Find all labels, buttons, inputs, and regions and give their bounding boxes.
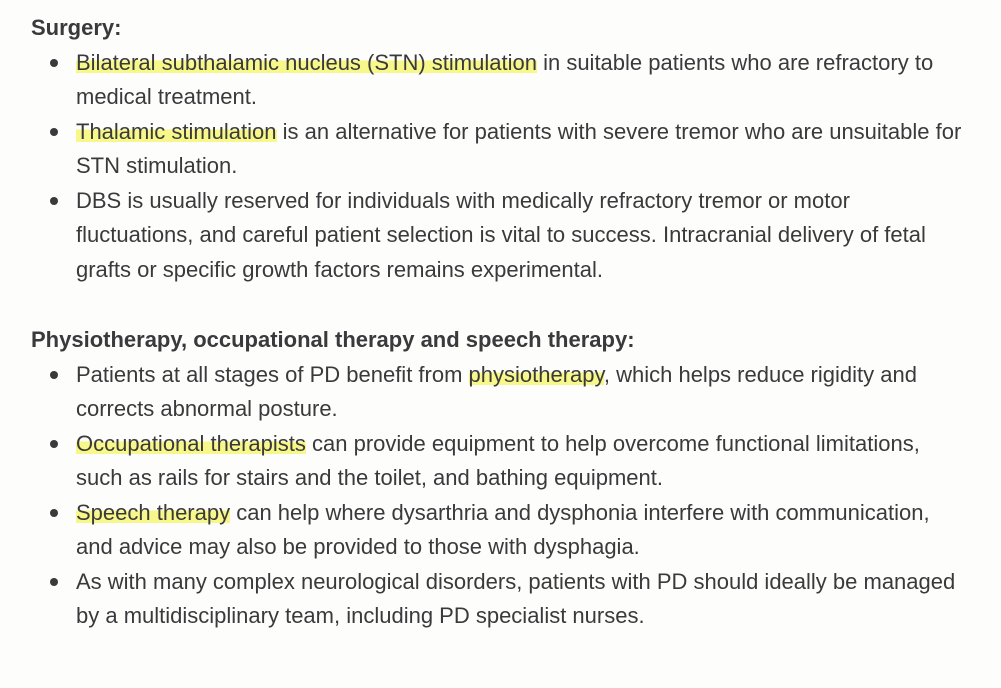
item-text: can help where dysarthria and dysphonia interfere with communication, and advice may also be provided to those with dysphagia.: [76, 499, 930, 559]
highlighted-text: Bilateral subthalamic nucleus (STN) stimulation: [76, 49, 537, 75]
bullet-list: [31, 46, 971, 288]
list-item: [31, 358, 971, 427]
item-text: As with many complex neurological disorders, patients with PD should ideally be managed by a multidisciplinary team, including PD specialist nurses.: [76, 568, 956, 628]
item-text: DBS is usually reserved for individuals with medically refractory tremor or motor fluctuations, and careful patient selection is vital to success. Intracranial delivery of fetal grafts or specific growth factors remains experimental.: [76, 187, 926, 282]
bullet-icon: [50, 578, 58, 586]
list-item: [31, 46, 971, 115]
section-therapy: [31, 323, 971, 634]
item-text-prefix: Patients at all stages of PD benefit from: [76, 361, 469, 387]
bullet-icon: [50, 371, 58, 379]
item-text: in suitable patients who are refractory to medical treatment.: [76, 49, 934, 109]
item-text: is an alternative for patients with severe tremor who are unsuitable for STN stimulation.: [76, 118, 962, 178]
list-item: [31, 565, 971, 634]
highlighted-text: physiotherapy: [468, 361, 604, 387]
item-text: can provide equipment to help overcome functional limitations, such as rails for stairs and the toilet, and bathing equipment.: [76, 430, 920, 490]
bullet-icon: [50, 440, 58, 448]
highlighted-text: Speech therapy: [76, 499, 231, 525]
bullet-icon: [50, 128, 58, 136]
bullet-icon: [50, 197, 58, 205]
bullet-icon: [50, 59, 58, 67]
section-heading: Surgery:: [31, 15, 122, 40]
bullet-icon: [50, 509, 58, 517]
list-item: [31, 115, 971, 184]
list-item: [31, 496, 971, 565]
highlighted-text: Thalamic stimulation: [76, 118, 277, 144]
section-heading: Physiotherapy, occupational therapy and speech therapy:: [31, 327, 635, 352]
highlighted-text: Occupational therapists: [76, 430, 306, 456]
section-surgery: [31, 11, 971, 287]
bullet-list: [31, 358, 971, 634]
list-item: [31, 184, 971, 288]
list-item: [31, 427, 971, 496]
item-text: , which helps reduce rigidity and corrects abnormal posture.: [76, 361, 917, 421]
